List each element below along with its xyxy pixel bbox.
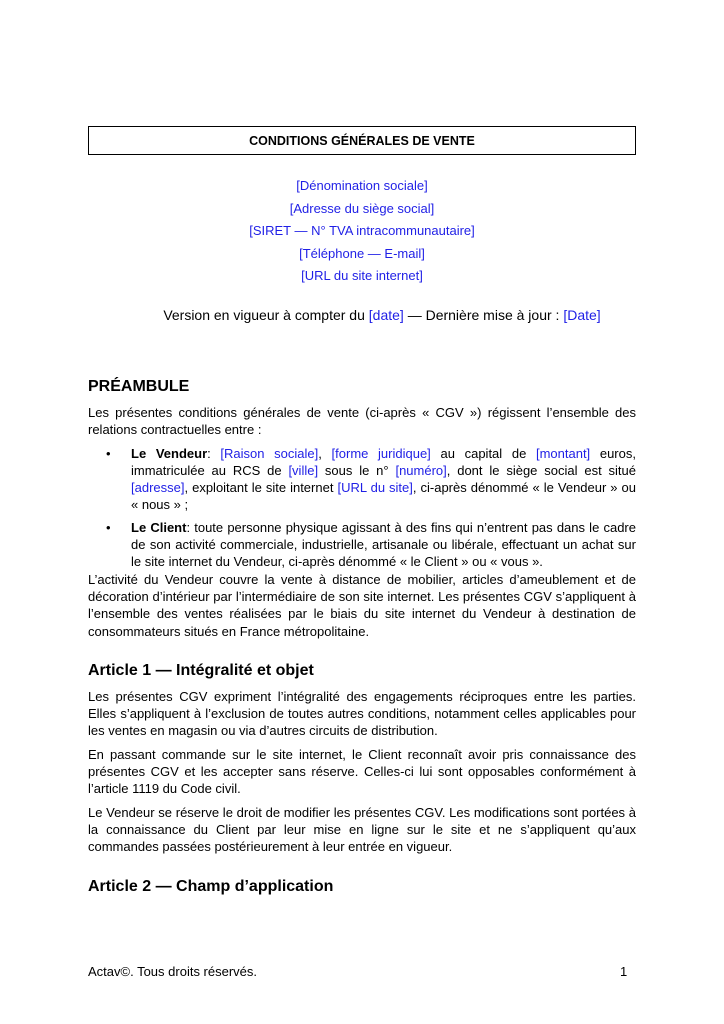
company-block bbox=[88, 175, 636, 288]
article2-heading: Article 2 — Champ d’application bbox=[88, 877, 334, 895]
vendeur-text: , dont le siège social est situé bbox=[446, 462, 636, 478]
vendeur-text: , ci-après dénommé « le Vendeur » ou « nous » ; bbox=[131, 480, 636, 513]
company-siret: [SIRET — N° TVA intracommunautaire] bbox=[249, 223, 475, 238]
vendeur-label: Le Vendeur bbox=[131, 445, 208, 461]
company-contact: [Téléphone — E-mail] bbox=[299, 245, 425, 261]
preambule-activity: L’activité du Vendeur couvre la vente à distance de mobilier, articles d’ameublement et de décoration d’intérieur par l’intermédiaire de son site internet. Les présentes CGV s’appliquent à l’ensemble des ventes réalisées par le biais du site internet du Vendeur à destination de consommateurs situés en France métropolitaine. bbox=[88, 571, 636, 639]
vendeur-text: , exploitant le site internet bbox=[184, 480, 338, 496]
bullet-icon: • bbox=[106, 519, 111, 535]
preambule-intro: Les présentes conditions générales de vente (ci-après « CGV ») régissent l’ensemble des relations contractuelles entre : bbox=[88, 405, 636, 438]
client-label: Le Client bbox=[131, 519, 187, 535]
article1-paragraph: En passant commande sur le site internet, le Client reconnaît avoir pris connaissance des présentes CGV et les accepter sans réserve. Celles-ci lui sont opposables conformément à l’article 1119 du Code civil. bbox=[88, 746, 636, 797]
vendeur-text: : bbox=[207, 445, 221, 461]
page-number: 1 bbox=[620, 964, 628, 979]
preambule-heading: PRÉAMBULE bbox=[88, 378, 190, 395]
document-title: CONDITIONS GÉNÉRALES DE VENTE bbox=[88, 126, 636, 155]
parties-list bbox=[88, 445, 636, 571]
placeholder-adresse: [adresse] bbox=[131, 480, 185, 496]
document-body bbox=[88, 377, 636, 897]
placeholder-ville: [ville] bbox=[288, 462, 319, 478]
company-address: [Adresse du siège social] bbox=[289, 200, 435, 216]
article1-paragraph: Le Vendeur se réserve le droit de modifier les présentes CGV. Les modifications sont portées à la connaissance du Client par leur mise en ligne sur le site et ne s’appliquent qu’aux commandes passées postérieurement à leur entrée en vigueur. bbox=[88, 804, 636, 855]
article1-paragraph: Les présentes CGV expriment l’intégralité des engagements réciproques entre les parties. Elles s’appliquent à l’exclusion de toutes autres conditions, notamment celles applicables pour les ventes en magasin ou via d’autres circuits de distribution. bbox=[88, 688, 636, 739]
version-date: [date] bbox=[368, 307, 404, 323]
placeholder-forme-juridique: [forme juridique] bbox=[331, 445, 431, 461]
article1-heading: Article 1 — Intégralité et objet bbox=[88, 661, 314, 679]
company-name: [Dénomination sociale] bbox=[296, 178, 428, 193]
placeholder-raison-sociale: [Raison sociale] bbox=[220, 445, 319, 461]
footer-copyright: Actav©. Tous droits réservés. bbox=[88, 964, 258, 979]
list-item-vendeur bbox=[88, 445, 636, 514]
company-url: [URL du site internet] bbox=[301, 268, 423, 283]
vendeur-text: , bbox=[318, 445, 332, 461]
version-middle: — Dernière mise à jour : bbox=[403, 307, 564, 323]
placeholder-url-site: [URL du site] bbox=[337, 480, 413, 496]
version-update-date: [Date] bbox=[563, 307, 601, 323]
bullet-icon: • bbox=[106, 445, 111, 461]
vendeur-text: au capital de bbox=[430, 445, 536, 461]
placeholder-montant: [montant] bbox=[535, 445, 591, 461]
list-item-client bbox=[88, 519, 636, 571]
vendeur-text: euros, immatriculée au RCS de bbox=[131, 445, 636, 478]
vendeur-text: sous le n° bbox=[318, 462, 396, 478]
version-line bbox=[88, 307, 636, 323]
placeholder-numero: [numéro] bbox=[395, 462, 447, 478]
client-text: : toute personne physique agissant à des fins qui n’entrent pas dans le cadre de son activité commerciale, industrielle, artisanale ou libérale, effectuant un achat sur le site internet du Vendeur, ci-après dénommé « le Client » ou « vous ». bbox=[131, 519, 636, 570]
version-prefix: Version en vigueur à compter du bbox=[163, 307, 369, 323]
